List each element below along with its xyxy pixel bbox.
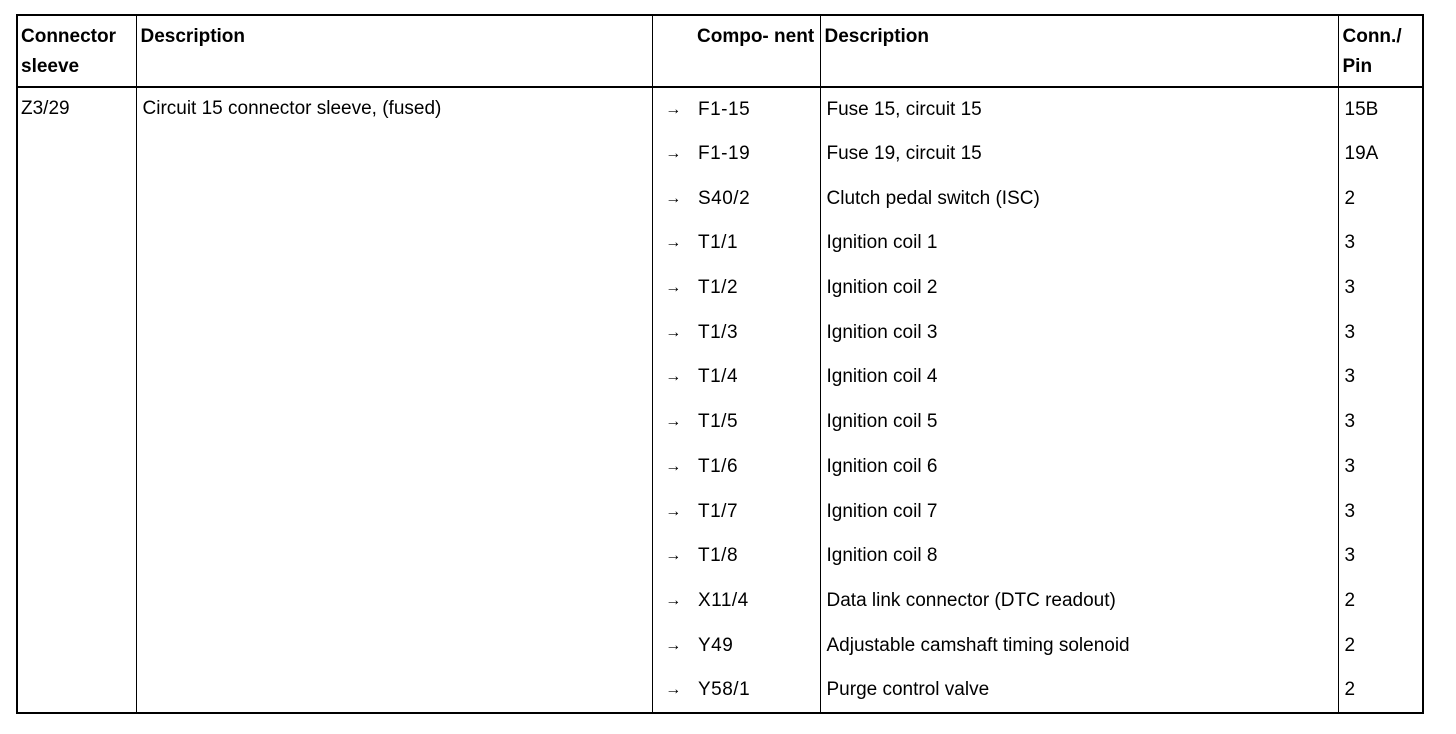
component-description: Ignition coil 5 [820, 400, 1338, 445]
connector-sleeve-id: Z3/29 [21, 98, 70, 119]
header-component-description: Description [820, 15, 1338, 87]
arrow-icon: → [652, 132, 694, 177]
component-description: Ignition coil 6 [820, 445, 1338, 490]
component-code: X11/4 [698, 589, 749, 611]
component-code: Y49 [698, 634, 734, 656]
arrow-icon: → [652, 534, 694, 579]
header-conn-pin: Conn./ Pin [1338, 15, 1423, 87]
arrow-icon: → [652, 87, 694, 132]
conn-pin: 2 [1338, 176, 1423, 221]
component-description: Ignition coil 8 [820, 534, 1338, 579]
component-description: Clutch pedal switch (ISC) [820, 176, 1338, 221]
table-header-row [17, 15, 1423, 87]
component-code: T1/7 [698, 500, 739, 522]
conn-pin: 15B [1338, 87, 1423, 132]
arrow-icon: → [652, 579, 694, 624]
component-code: T1/2 [698, 277, 739, 299]
component-description: Fuse 15, circuit 15 [820, 87, 1338, 132]
conn-pin: 2 [1338, 579, 1423, 624]
conn-pin: 2 [1338, 668, 1423, 713]
component-description: Ignition coil 2 [820, 266, 1338, 311]
component-code: Y58/1 [698, 678, 751, 700]
component-description: Purge control valve [820, 668, 1338, 713]
component-code: T1/6 [698, 455, 739, 477]
arrow-icon: → [652, 668, 694, 713]
arrow-icon: → [652, 176, 694, 221]
conn-pin: 2 [1338, 623, 1423, 668]
header-arrow-spacer [652, 15, 694, 87]
conn-pin: 3 [1338, 355, 1423, 400]
conn-pin: 3 [1338, 266, 1423, 311]
header-description: Description [136, 15, 652, 87]
conn-pin: 3 [1338, 489, 1423, 534]
arrow-icon: → [652, 221, 694, 266]
component-description: Ignition coil 4 [820, 355, 1338, 400]
component-code: F1-19 [698, 143, 751, 165]
component-code: F1-15 [698, 98, 751, 120]
component-description: Data link connector (DTC readout) [820, 579, 1338, 624]
arrow-icon: → [652, 355, 694, 400]
arrow-icon: → [652, 489, 694, 534]
component-description: Ignition coil 7 [820, 489, 1338, 534]
conn-pin: 19A [1338, 132, 1423, 177]
conn-pin: 3 [1338, 534, 1423, 579]
component-code: T1/8 [698, 545, 739, 567]
component-code: S40/2 [698, 187, 751, 209]
component-code: T1/1 [698, 232, 739, 254]
component-description: Adjustable camshaft timing solenoid [820, 623, 1338, 668]
header-component: Compo- nent [694, 15, 820, 87]
arrow-icon: → [652, 623, 694, 668]
component-code: T1/5 [698, 411, 739, 433]
connector-sleeve-description: Circuit 15 connector sleeve, (fused) [136, 87, 652, 713]
conn-pin: 3 [1338, 310, 1423, 355]
component-code: T1/3 [698, 321, 739, 343]
arrow-icon: → [652, 310, 694, 355]
component-description: Fuse 19, circuit 15 [820, 132, 1338, 177]
table-row [17, 87, 1423, 132]
component-description: Ignition coil 1 [820, 221, 1338, 266]
connector-table [16, 14, 1424, 714]
component-description: Ignition coil 3 [820, 310, 1338, 355]
arrow-icon: → [652, 400, 694, 445]
header-connector-sleeve: Connector sleeve [17, 15, 136, 87]
table-body [17, 87, 1423, 713]
arrow-icon: → [652, 445, 694, 490]
arrow-icon: → [652, 266, 694, 311]
conn-pin: 3 [1338, 445, 1423, 490]
conn-pin: 3 [1338, 221, 1423, 266]
component-code: T1/4 [698, 366, 739, 388]
conn-pin: 3 [1338, 400, 1423, 445]
connector-table-sheet [16, 14, 1422, 714]
